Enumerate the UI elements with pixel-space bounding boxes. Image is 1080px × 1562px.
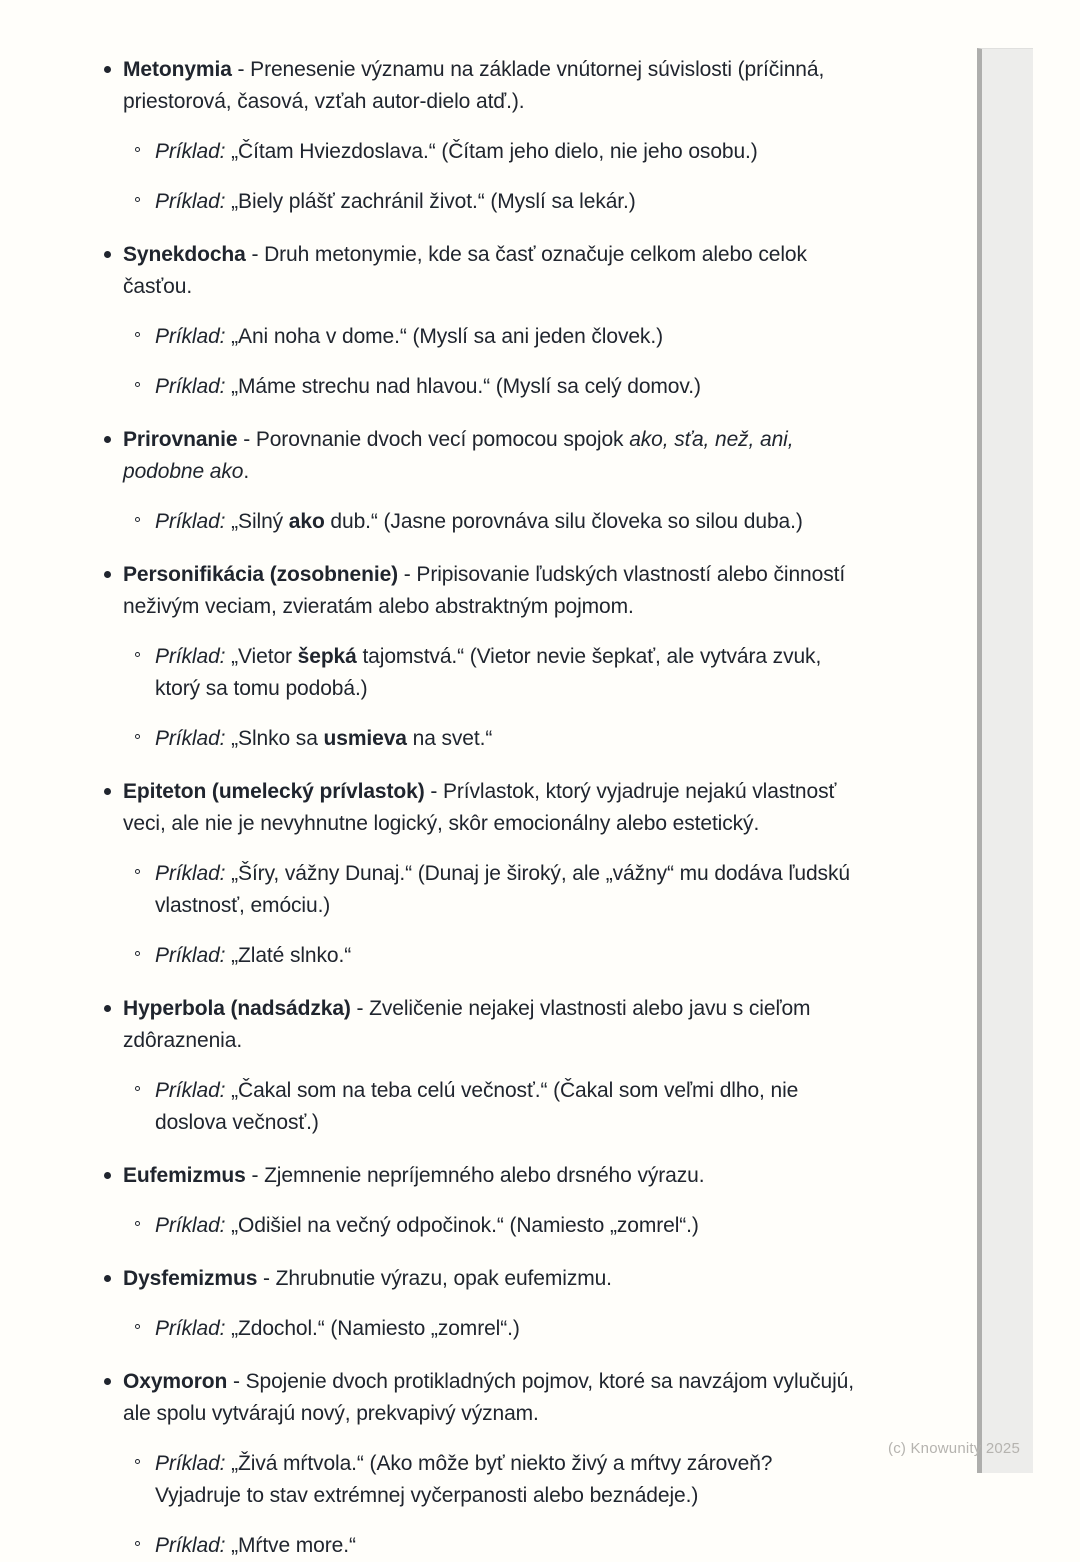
examples-list (123, 1313, 862, 1345)
text-run: Prirovnanie (123, 428, 238, 451)
term-item (104, 559, 862, 755)
text-run: Príklad: (155, 645, 226, 668)
text-run: „Odišiel na večný odpočinok.“ (Namiesto „zomrel“.) (225, 1214, 699, 1237)
text-run: Príklad: (155, 325, 226, 348)
text-run: Príklad: (155, 944, 226, 967)
bullet-dot-icon (104, 251, 111, 258)
text-run: ako (288, 510, 325, 533)
text-run: Príklad: (155, 510, 226, 533)
term-item (104, 776, 862, 972)
bullet-circle-icon (135, 1221, 140, 1226)
example-item (135, 136, 862, 168)
bullet-dot-icon (104, 571, 111, 578)
text-run: „Slnko sa (225, 727, 324, 750)
text-run: - Spojenie dvoch protikladných pojmov, ktoré sa navzájom vylučujú, ale spolu vytvárajú nový, prekvapivý význam. (123, 1370, 854, 1425)
text-run: „Živá mŕtvola.“ (Ako môže byť niekto živý a mŕtvy zároveň? Vyjadruje to stav extrémnej vyčerpanosti alebo beznádeje.) (155, 1452, 773, 1507)
text-run: Hyperbola (nadsádzka) (123, 997, 351, 1020)
term-definition (123, 1263, 862, 1295)
text-run: „Zlaté slnko.“ (225, 944, 352, 967)
text-run: „Silný (225, 510, 289, 533)
bullet-dot-icon (104, 436, 111, 443)
text-run: Personifikácia (zosobnenie) (123, 563, 399, 586)
examples-list (123, 858, 862, 972)
bullet-circle-icon (135, 1324, 140, 1329)
text-run: „Čakal som na teba celú večnosť.“ (Čakal som veľmi dlho, nie doslova večnosť.) (155, 1079, 799, 1134)
examples-list (123, 1448, 862, 1562)
bullet-dot-icon (104, 788, 111, 795)
example-item (135, 1530, 862, 1562)
bullet-circle-icon (135, 1459, 140, 1464)
bullet-circle-icon (135, 517, 140, 522)
term-definition (123, 993, 862, 1057)
text-run: Eufemizmus (123, 1164, 246, 1187)
text-run: Príklad: (155, 375, 226, 398)
term-definition (123, 776, 862, 840)
text-run: - Pripisovanie ľudských vlastností alebo činností neživým veciam, zvieratám alebo abstraktným pojmom. (123, 563, 846, 618)
term-item (104, 993, 862, 1139)
text-run: - Porovnanie dvoch vecí pomocou spojok (237, 428, 630, 451)
text-run: Príklad: (155, 727, 226, 750)
term-definition (123, 54, 862, 118)
text-run: - Zjemnenie nepríjemného alebo drsného výrazu. (245, 1164, 705, 1187)
example-item (135, 321, 862, 353)
example-item (135, 940, 862, 972)
example-item (135, 858, 862, 922)
bullet-circle-icon (135, 734, 140, 739)
term-item (104, 1366, 862, 1562)
bullet-dot-icon (104, 66, 111, 73)
bullet-circle-icon (135, 869, 140, 874)
bullet-circle-icon (135, 147, 140, 152)
text-run: „Zdochol.“ (Namiesto „zomrel“.) (225, 1317, 520, 1340)
text-run: dub.“ (Jasne porovnáva silu človeka so silou duba.) (324, 510, 803, 533)
text-run: Metonymia (123, 58, 232, 81)
text-run: Príklad: (155, 190, 226, 213)
text-run: Epiteton (umelecký prívlastok) (123, 780, 425, 803)
text-run: Príklad: (155, 1534, 226, 1557)
bullet-circle-icon (135, 1541, 140, 1546)
text-run: ako, sťa, než, ani, podobne ako (123, 428, 794, 483)
example-item (135, 1313, 862, 1345)
example-item (135, 1075, 862, 1139)
text-run: Príklad: (155, 1452, 226, 1475)
term-item (104, 1263, 862, 1345)
text-run: - Zhrubnutie výrazu, opak eufemizmu. (257, 1267, 612, 1290)
example-item (135, 1210, 862, 1242)
terms-list (104, 54, 862, 1562)
term-definition (123, 239, 862, 303)
term-item (104, 54, 862, 218)
bullet-circle-icon (135, 197, 140, 202)
bullet-dot-icon (104, 1275, 111, 1282)
text-run: Príklad: (155, 1317, 226, 1340)
bullet-dot-icon (104, 1005, 111, 1012)
text-run: „Vietor (225, 645, 298, 668)
text-run: Príklad: (155, 140, 226, 163)
term-definition (123, 1366, 862, 1430)
text-run: - Prívlastok, ktorý vyjadruje nejakú vlastnosť veci, ale nie je nevyhnutne logický, skôr emocionálny alebo estetický. (123, 780, 837, 835)
text-run: „Mŕtve more.“ (225, 1534, 356, 1557)
text-run: . (243, 460, 250, 483)
text-run: „Biely plášť zachránil život.“ (Myslí sa lekár.) (225, 190, 636, 213)
examples-list (123, 136, 862, 218)
term-definition (123, 424, 862, 488)
bullet-circle-icon (135, 652, 140, 657)
example-item (135, 186, 862, 218)
text-run: „Šíry, vážny Dunaj.“ (Dunaj je široký, ale „vážny“ mu dodáva ľudskú vlastnosť, emóciu.) (155, 862, 850, 917)
text-run: - Prenesenie významu na základe vnútornej súvislosti (príčinná, priestorová, časová, vzťah autor-dielo atď.). (123, 58, 825, 113)
text-run: Synekdocha (123, 243, 246, 266)
text-run: na svet.“ (406, 727, 493, 750)
text-run: Príklad: (155, 1079, 226, 1102)
example-item (135, 641, 862, 705)
text-run: „Ani noha v dome.“ (Myslí sa ani jeden človek.) (225, 325, 663, 348)
bullet-dot-icon (104, 1172, 111, 1179)
term-definition (123, 1160, 862, 1192)
examples-list (123, 1075, 862, 1139)
term-definition (123, 559, 862, 623)
term-item (104, 239, 862, 403)
page-edge-strip (977, 48, 1033, 1473)
examples-list (123, 1210, 862, 1242)
term-item (104, 424, 862, 538)
text-run: tajomstvá.“ (Vietor nevie šepkať, ale vytvára zvuk, ktorý sa tomu podobá.) (155, 645, 822, 700)
notes-content (104, 54, 862, 1562)
watermark: (c) Knowunity 2025 (888, 1440, 1021, 1457)
bullet-circle-icon (135, 332, 140, 337)
example-item (135, 371, 862, 403)
bullet-circle-icon (135, 951, 140, 956)
text-run: „Máme strechu nad hlavou.“ (Myslí sa celý domov.) (225, 375, 701, 398)
text-run: Dysfemizmus (123, 1267, 258, 1290)
text-run: - Druh metonymie, kde sa časť označuje celkom alebo celok časťou. (123, 243, 807, 298)
bullet-dot-icon (104, 1378, 111, 1385)
bullet-circle-icon (135, 382, 140, 387)
examples-list (123, 321, 862, 403)
example-item (135, 1448, 862, 1512)
text-run: „Čítam Hviezdoslava.“ (Čítam jeho dielo, nie jeho osobu.) (225, 140, 758, 163)
text-run: Príklad: (155, 862, 226, 885)
examples-list (123, 641, 862, 755)
examples-list (123, 506, 862, 538)
example-item (135, 723, 862, 755)
example-item (135, 506, 862, 538)
text-run: Príklad: (155, 1214, 226, 1237)
text-run: - Zveličenie nejakej vlastnosti alebo javu s cieľom zdôraznenia. (123, 997, 811, 1052)
bullet-circle-icon (135, 1086, 140, 1091)
text-run: šepká (297, 645, 357, 668)
text-run: usmieva (323, 727, 407, 750)
text-run: Oxymoron (123, 1370, 228, 1393)
term-item (104, 1160, 862, 1242)
